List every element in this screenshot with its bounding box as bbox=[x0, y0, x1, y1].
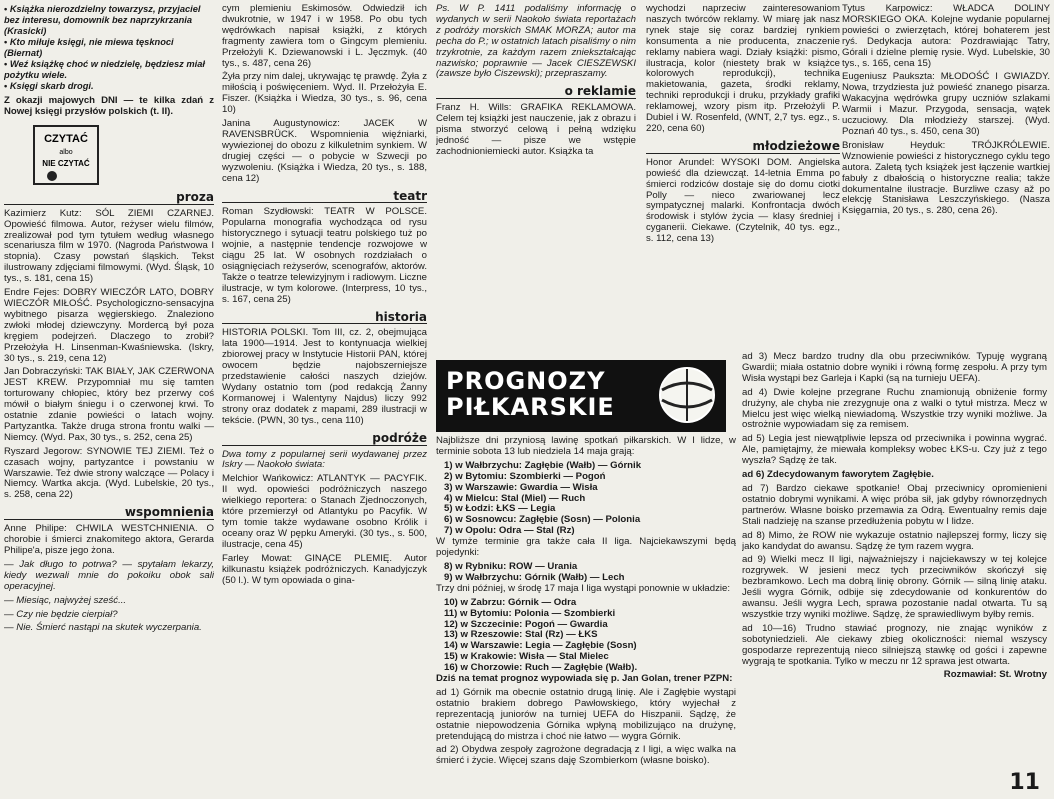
predictions-text: ad 8) Mimo, że ROW nie wykazuje ostatnio najlepszej formy, liczy się jako kandydat do awansu. Sądzę że tym razem wygra. bbox=[742, 529, 1047, 552]
book-entry: Bronisław Heyduk: TRÓJKRÓLEWIE. Wznowienie powieści z historycznego cyklu tego autora. Zaletą tych książek jest łączenie wartkiej fabuły z dbałością o historyczne realia; także dokumentalne ilustracje. Burzliwe czasy až po elekcję Stanisława Leszczyńskiego. (Nasza Księgarnia, 20 tys., s. 280, cena 26). bbox=[842, 139, 1050, 217]
column-5 bbox=[842, 4, 1050, 349]
book-entry: Franz H. Wills: GRAFIKA REKLAMOWA. Celem tej książki jest nauczenie, jak z obrazu i pisma stworzyć celową i pełną wdzięku jedność — pisze we wstępie zachodnioniemiecki autor. Książka ta bbox=[436, 102, 636, 157]
book-entry: Honor Arundel: WYSOKI DOM. Angielska powieść dla dziewcząt. 14-letnia Emma po śmierci rodziców dostaje się do domu ciotki Polly — nieco zwariowanej lecz sympatycznej malarki. Konfrontacja dwóch środowisk i stylów życia — klasy średniej i cyganerii. Ciekawe. (Czytelnik, 40 tys. egz., s. 112, cena 13) bbox=[646, 156, 840, 245]
column-2 bbox=[222, 4, 427, 799]
section-header-proza: proza bbox=[4, 192, 214, 205]
reading-stamp-icon bbox=[32, 124, 100, 186]
stamp-line-1: CZYTAĆ bbox=[44, 132, 88, 145]
section-header-historia: historia bbox=[222, 312, 427, 325]
predictions-text: ad 3) Mecz bardzo trudny dla obu przeciwników. Typuję wygraną Gwardii; miała ostatnio dobre wyniki i równą formę zespołu. A przy tym Wisła wystąpi bez Garleja i Kapki (są na turnieju UEFA). bbox=[742, 352, 1047, 384]
match-line: 7) w Opolu: Odra — Stal (Rz) bbox=[444, 525, 575, 537]
predictions-text: ad 4) Dwie kolejne przegrane Ruchu znamionują obniżenie formy drużyny, ale chyba nie zrezygnuje ona z walki o tytuł mistrza. Mecz w Mielcu jest więc wielką niewiadomą. Wszystkie trzy wyniki możliwe. Ja ostrożnie wypowiadam się za remisem. bbox=[742, 386, 1047, 431]
match-line: 13) w Rzeszowie: Stal (Rz) — ŁKS bbox=[444, 629, 598, 641]
book-entry: Janina Augustynowicz: JACEK W RAVENSBRÜCK. Wspomnienia więźniarki, wywiezionej do obozu z kilkuletnim synkiem. W drugiej części — o pobycie w Szwecji po wyzwoleniu. (Książka i Wiedza, 20 tys., s. 188, cena 12) bbox=[222, 118, 427, 184]
quote: • Książka nierozdzielny towarzysz, przyjaciel bez interesu, domownik bez naprzykrzania (Krasicki) bbox=[4, 4, 214, 37]
quote: • Księgi skarb drogi. bbox=[4, 81, 214, 92]
predictions-text: ad 5) Legia jest niewątpliwie lepsza od przeciwnika i powinna wygrać. Ale, pamiętajmy, że miewała kompleksy wobec ŁKS-u. Czy już z tego wyszła? Sądzę że tak. bbox=[742, 433, 1047, 467]
match-line: 6) w Sosnowcu: Zagłębie (Sosn) — Polonia bbox=[444, 514, 641, 526]
football-icon bbox=[658, 366, 716, 424]
book-entry: Endre Fejes: DOBRY WIECZÓR LATO, DOBRY WIECZÓR MIŁOŚĆ. Psychologiczno-sensacyjna wybitnego pisarza węgierskiego. Znaleziono zwłoki młodej dziewczyny. Mordercą był poza kręgiem podejrzeń. Dlaczego to zrobił? Przełożyła H. Linsenman-Kwaśniewska. (Iskry, 30 tys., s. 219, cena 12) bbox=[4, 287, 214, 364]
signature: Rozmawiał: St. Wrotny bbox=[943, 669, 1047, 681]
match-line: 11) w Bytomiu: Polonia — Szombierki bbox=[444, 607, 616, 619]
section-header-teatr: teatr bbox=[222, 191, 427, 204]
column-1 bbox=[4, 4, 214, 799]
match-line: 1) w Wałbrzychu: Zagłębie (Wałb) — Górnik bbox=[444, 459, 642, 471]
book-entry: cym plemieniu Eskimosów. Odwiedził ich dwukrotnie, w 1947 i w 1958. Po obu tych wędrówkach napisał książki, z których fragmenty zawiera tom o Gingcym plemieniu. Przełożyli K. Dziewanowski i L. Jęczmyk. (40 tys., s. 487, cena 26) bbox=[222, 4, 427, 69]
predictions-text: ad 2) Obydwa zespoły zagrożone degradacją z I ligi, a więc walka na śmierć i życie. Więcej szans daję Szombierkom (własne boisko). bbox=[436, 744, 736, 767]
postscript-note: Ps. W P. 1411 podaliśmy informację o wydanych w serii Naokoło świata reportażach z podróży morskich SMAK MORZA; autor ma pecha do P.; w ostatnich latach pisaliśmy o nim trzykrotnie, za każdym razem zniekształcając nazwisko; poprawnie — Jacek CIESZEWSKI (zawsze było Ciszewski); przepraszamy. bbox=[436, 4, 636, 80]
match-line: 15) w Krakowie: Wisła — Stal Mielec bbox=[444, 651, 609, 663]
match-line: 4) w Mielcu: Stal (Miel) — Ruch bbox=[444, 492, 586, 504]
match-line: 16) w Chorzowie: Ruch — Zagłębie (Wałb). bbox=[444, 662, 638, 674]
book-entry: Żyła przy nim dalej, ukrywając tę prawdę. Żyła z miłością i poświęceniem. Wyd. II. Przełożyła E. Fiszer. (Książka i Wiedza, 30 tys., s. 96, cena 10) bbox=[222, 71, 427, 116]
banner-title bbox=[446, 368, 615, 420]
predictions-text: W tymże terminie gra także cała II liga. Najciekawszymi będą pojedynki: bbox=[436, 536, 736, 559]
banner-line-2: PIŁKARSKIE bbox=[446, 393, 615, 421]
book-entry: Jan Dobraczyński: TAK BIAŁY, JAK CZERWONA JEST KREW. Przypomniał mu się tamten torturowany chłopiec, który bez przerwy coś mówił o białym śniegu i o czerwonej krwi. To ostatnie zdanie powieści o latach wojny. Partyzantka. Także druga strona frontu walki — Niemcy. (Wyd. Pax, 30 tys., s. 252, cena 25) bbox=[4, 366, 214, 443]
match-line: 8) w Rybniku: ROW — Urania bbox=[444, 560, 578, 572]
dialogue-line: — Miesiąc, najwyżej sześć... bbox=[4, 594, 127, 606]
match-line: 10) w Zabrzu: Górnik — Odra bbox=[444, 596, 577, 608]
book-entry: Farley Mowat: GINĄCE PLEMIĘ. Autor kilkunastu książek podróżniczych. Kanadyjczyk (50 l.). W tym opowiada o gina- bbox=[222, 552, 427, 586]
match-line: 3) w Warszawie: Gwardia — Wisła bbox=[444, 481, 598, 493]
match-line: 12) w Szczecinie: Pogoń — Gwardia bbox=[444, 618, 608, 630]
book-entry: Melchior Wańkowicz: ATLANTYK — PACYFIK. II wyd. opowieści podróżniczych naszego wielkiego reportera: o Stanach Zjednoczonych, które przemierzył od Atlantyku po Pacyfik. W tym tomie także wydawane osobno Królik i oceany oraz W pępku Ameryki. (30 tys., s. 500, ilustracje, cena 45) bbox=[222, 473, 427, 550]
column-3 bbox=[436, 4, 636, 354]
predictions-text: ad 1) Górnik ma obecnie ostatnio drugą linię. Ale i Zagłębie wystąpi ostatnio brakiem dobrego Pawłowskiego, który wyjechał z reprezentacją juniorów na turniej UEFA do Hiszpanii. Sądzę, że ostatnie niepowodzenia Górnika wpłyną mobilizująco na drużynę, pretendującą do mistrza i choć nie łatwo — wygra Górnik. bbox=[436, 686, 736, 742]
section-header-wspomnienia: wspomnienia bbox=[4, 507, 214, 520]
dialogue-line: — Jak długo to potrwa? — spytałam lekarzy, kiedy wezwali mnie do pokoiku obok sali operacyjnej. bbox=[4, 558, 214, 592]
football-predictions-banner bbox=[436, 360, 726, 432]
predictions-text: ad 7) Bardzo ciekawe spotkanie! Obaj przeciwnicy opromienieni ostatnio dobrymi wynikami. A więc próba sił, jak gdyby równorzędnych partnerów. Własne boisko przemawia za Odrą. Ewentualny remis daje Stali nadzieję na szanse przedłużenia pobytu w I lidze. bbox=[742, 482, 1047, 527]
predictions-text: Trzy dni później, w środę 17 maja I liga wystąpi ponownie w układzie: bbox=[436, 582, 730, 594]
section-header-podroze: podróże bbox=[222, 433, 427, 446]
match-line: 9) w Wałbrzychu: Górnik (Wałb) — Lech bbox=[444, 571, 625, 583]
book-entry: Kazimierz Kutz: SÓL ZIEMI CZARNEJ. Opowieść filmowa. Autor, reżyser wielu filmów, zrealizował pod tym tytułem według własnego scenariusza film w 1970. (Nagroda Państwowa I stopnia). Czasy powstań śląskich. Tekst ilustrowany zdjęciami filmowymi. (Wyd. Śląsk, 10 tys., s. 181, cena 15) bbox=[4, 207, 214, 285]
quotes-list bbox=[4, 4, 214, 92]
book-entry: Eugeniusz Paukszta: MŁODOŚĆ I GWIAZDY. Nowa, trzydziesta już powieść znanego pisarza. Wakacyjna wędrówka grupy uczniów szlakami Warmii i Mazur. Przygoda, sensacja, wątek uczuciowy. Dla młodzieży starszej. (Wyd. Poznań 40 tys., s. 450, cena 30) bbox=[842, 71, 1050, 137]
quote: • Kto miłuje księgi, nie miewa tęsknoci (Biernat) bbox=[4, 37, 214, 59]
intro-text: Z okazji majowych DNI — te kilka zdań z Nowej księgi przysłów polskich (t. II). bbox=[4, 95, 214, 117]
section-header-mlodziezowe: młodzieżowe bbox=[646, 141, 840, 154]
section-header-reklamie: o reklamie bbox=[436, 86, 636, 99]
match-line: 2) w Bytomiu: Szombierki — Pogoń bbox=[444, 470, 606, 482]
match-line: 5) w Łodzi: ŁKS — Legia bbox=[444, 503, 556, 515]
read-or-not-stamp bbox=[32, 124, 100, 186]
book-entry: Anne Philipe: CHWILA WESTCHNIENIA. O chorobie i śmierci znakomitego aktora, Gerarda Philipe'a, pisze jego żona. bbox=[4, 523, 214, 556]
book-entry: Ryszard Jegorow: SYNOWIE TEJ ZIEMI. Też o czasach wojny, partyzantce i powstaniu w Warszawie. Też dwie strony walczące — Polacy i Niemcy. Wartka akcja. (Wyd. Lubelskie, 20 tys., s. 258, cena 22) bbox=[4, 445, 214, 501]
page-number: 11 bbox=[1009, 770, 1040, 795]
predictions-left bbox=[436, 436, 736, 796]
predictions-intro: Najbliższe dni przyniosą lawinę spotkań piłkarskich. W I lidze, w terminie sobota 13 lub niedziela 14 maja grają: bbox=[436, 436, 736, 457]
series-note: Dwa tomy z popularnej serii wydawanej przez Iskry — Naokoło świata: bbox=[222, 448, 427, 471]
book-entry: wychodzi naprzeciw zainteresowaniom naszych twórców reklamy. W miarę jak nasz rynek staje się coraz bardziej rynkiem konsumenta a nie producenta, znaczenie reklamy nabiera wagi. Działy książki: pismo, ilustracja, kolor (niestety brak w książce kolorowych reprodukcji), technika makietowania, gazeta, środki reklamy, techniki reprodukcji i druku, przykłady grafiki reklamowej, wzory pism itp. Przełożyli P. Dubiel i W. Rosenfeld, (WNT, 2,7 tys. egz., s. 220, cena 60) bbox=[646, 4, 840, 134]
book-entry: Tytus Karpowicz: WŁADCA DOLINY MORSKIEGO OKA. Kolejne wydanie popularnej powieści o zwierzętach, której bohaterem jest ryś. Dedykacja autora: Pozdrawiając Tatry, Górali i dzielne plemię rysie. Wyd. Lubelskie, 30 tys., s. 165, cena 15) bbox=[842, 4, 1050, 69]
predictions-text: Dziś na temat prognoz wypowiada się p. Jan Golan, trener PZPN: bbox=[436, 673, 733, 685]
predictions-text: ad 9) Wielki mecz II ligi, najważniejszy i najciekawszy w tej kolejce rozgrywek. W jesieni mecz tych przeciwników skończył się bezbramkowo. Lech ma dobrą linię obrony. Górnik — silną linię ataku. Jeśli wygra Górnik, odbije się zdecydowanie od konkurentów do awansu. Jeśli wygra Lech, sprawa pozostanie nadal otwarta. Tu są wszystkie trzy wyniki możliwe. Sądzę, że sprawiedliwym byłby remis. bbox=[742, 554, 1047, 620]
quote: • Weź książkę choć w niedzielę, będziesz miał pożytku wiele. bbox=[4, 59, 214, 81]
predictions-right bbox=[742, 352, 1047, 795]
stamp-line-2: albo bbox=[59, 148, 73, 156]
dialogue-line: — Czy nie będzie cierpiał? bbox=[4, 608, 118, 620]
column-4 bbox=[646, 4, 840, 349]
dialogue-line: — Nie. Śmierć nastąpi na skutek wyczerpania. bbox=[4, 622, 202, 634]
stamp-line-3: NIE CZYTAĆ bbox=[42, 158, 90, 168]
book-entry: Roman Szydłowski: TEATR W POLSCE. Popularna monografia wychodząca od rysu historycznego i sytuacji teatru polskiego tuż po wojnie, a następnie tendencje rozwojowe w ciągu 25 lat. W osobnych rozdziałach o osiągnięciach reżyserów, scenografów, aktorów. Także o teatrze telewizyjnym i radiowym. Liczne ilustracje, w tym kolorowe. (Interpress, 10 tys., s. 167, cena 25) bbox=[222, 206, 427, 305]
predictions-text: ad 10—16) Trudno stawiać prognozy, nie znając wyników z sobotyniedzieli. Ale ciekawy zbieg okoliczności: niemal wszyscy gospodarze reprezentują nieco silniejszą stawkę od gości i zapewne wygrają te spotkania. Tylko w meczu nr 12 sprawa jest otwarta. bbox=[742, 622, 1047, 667]
book-entry: HISTORIA POLSKI. Tom III, cz. 2, obejmująca lata 1900—1914. Jest to kontynuacja wielkiej zbiorowej pracy w Instytucie Historii PAN, której owocem będzie najobszerniejsze przedstawienie całości naszych dziejów. Wydany ostatnio tom (pod redakcją Żanny Kormanowej i Walentyny Najdus) liczy 992 strony oraz dodatek z mapami, 289 ilustracji w tekście. (PWN, 30 tys., cena 110) bbox=[222, 327, 427, 426]
predictions-text: ad 6) Zdecydowanym faworytem Zagłębie. bbox=[742, 469, 934, 481]
match-line: 14) w Warszawie: Legia — Zagłębie (Sosn) bbox=[444, 640, 637, 652]
banner-line-1: PROGNOZY bbox=[446, 367, 606, 395]
